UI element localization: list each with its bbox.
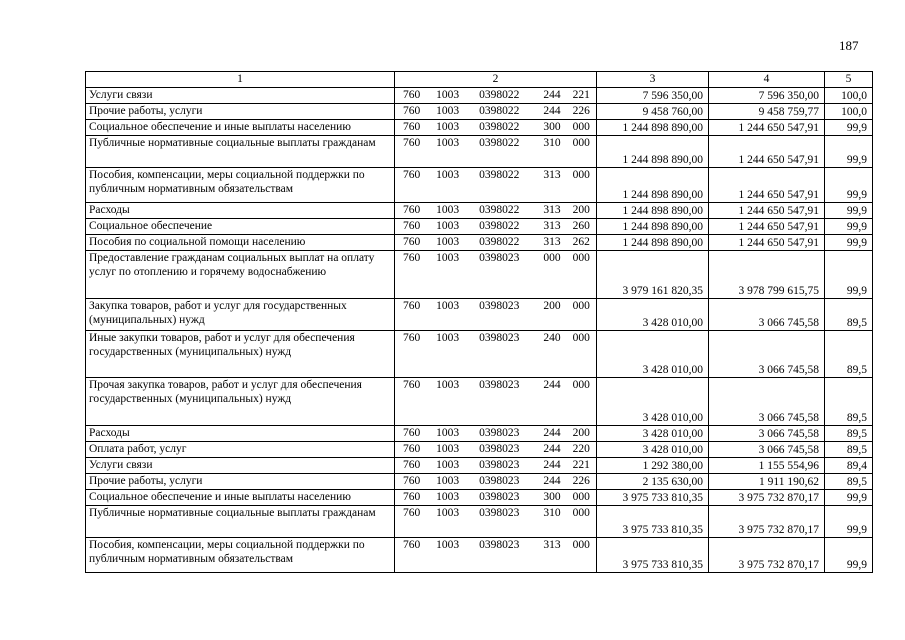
code-target: 0398023 xyxy=(479,300,520,312)
code-kosgu: 226 xyxy=(572,475,590,487)
code-ministry: 760 xyxy=(403,507,421,519)
code-kosgu: 000 xyxy=(572,379,590,391)
row-percent: 99,9 xyxy=(825,120,873,136)
row-executed: 3 978 799 615,75 xyxy=(709,251,825,299)
code-ministry: 760 xyxy=(403,379,421,391)
row-percent: 89,5 xyxy=(825,426,873,442)
row-planned: 1 244 898 890,00 xyxy=(597,120,709,136)
row-percent: 100,0 xyxy=(825,88,873,104)
code-section: 1003 xyxy=(436,443,460,455)
table-row xyxy=(86,299,873,331)
row-percent: 99,9 xyxy=(825,490,873,506)
row-codes xyxy=(395,168,597,203)
code-kosgu: 260 xyxy=(572,220,590,232)
code-section: 1003 xyxy=(436,252,460,264)
row-name: Пособия по социальной помощи населению xyxy=(86,235,395,251)
row-planned: 3 975 733 810,35 xyxy=(597,538,709,573)
row-executed: 1 244 650 547,91 xyxy=(709,136,825,168)
row-percent: 89,5 xyxy=(825,299,873,331)
code-target: 0398023 xyxy=(479,491,520,503)
table-row xyxy=(86,490,873,506)
row-name: Услуги связи xyxy=(86,88,395,104)
code-kosgu: 000 xyxy=(572,137,590,149)
code-section: 1003 xyxy=(436,539,460,551)
row-executed: 3 066 745,58 xyxy=(709,299,825,331)
row-name: Прочие работы, услуги xyxy=(86,104,395,120)
row-name: Социальное обеспечение xyxy=(86,219,395,235)
row-codes xyxy=(395,378,597,426)
row-executed: 3 066 745,58 xyxy=(709,442,825,458)
row-name: Социальное обеспечение и иные выплаты населению xyxy=(86,120,395,136)
code-expense-type: 240 xyxy=(543,332,561,344)
code-section: 1003 xyxy=(436,491,460,503)
code-target: 0398023 xyxy=(479,252,520,264)
code-expense-type: 300 xyxy=(543,491,561,503)
code-expense-type: 244 xyxy=(543,443,561,455)
code-kosgu: 000 xyxy=(572,300,590,312)
table-row xyxy=(86,136,873,168)
code-ministry: 760 xyxy=(403,169,421,181)
row-executed: 1 155 554,96 xyxy=(709,458,825,474)
row-codes xyxy=(395,299,597,331)
row-planned: 3 428 010,00 xyxy=(597,378,709,426)
code-kosgu: 200 xyxy=(572,204,590,216)
header-col-1: 1 xyxy=(86,72,395,88)
row-name: Социальное обеспечение и иные выплаты населению xyxy=(86,490,395,506)
row-percent: 99,9 xyxy=(825,538,873,573)
row-percent: 89,5 xyxy=(825,474,873,490)
code-kosgu: 000 xyxy=(572,169,590,181)
row-name: Расходы xyxy=(86,203,395,219)
row-executed: 3 066 745,58 xyxy=(709,426,825,442)
row-codes xyxy=(395,490,597,506)
row-codes xyxy=(395,426,597,442)
code-section: 1003 xyxy=(436,300,460,312)
row-percent: 99,9 xyxy=(825,168,873,203)
row-percent: 89,5 xyxy=(825,442,873,458)
row-planned: 3 979 161 820,35 xyxy=(597,251,709,299)
code-expense-type: 313 xyxy=(543,236,561,248)
code-kosgu: 226 xyxy=(572,105,590,117)
code-kosgu: 262 xyxy=(572,236,590,248)
code-kosgu: 221 xyxy=(572,459,590,471)
code-expense-type: 310 xyxy=(543,507,561,519)
header-col-2: 2 xyxy=(395,72,597,88)
row-executed: 1 244 650 547,91 xyxy=(709,235,825,251)
row-executed: 1 244 650 547,91 xyxy=(709,219,825,235)
row-percent: 99,9 xyxy=(825,136,873,168)
row-name: Иные закупки товаров, работ и услуг для обеспечения государственных (муниципальных) нужд xyxy=(86,331,395,378)
table-row xyxy=(86,104,873,120)
row-name: Предоставление гражданам социальных выплат на оплату услуг по отоплению и горячему водоснабжению xyxy=(86,251,395,299)
code-expense-type: 313 xyxy=(543,539,561,551)
code-expense-type: 310 xyxy=(543,137,561,149)
table-row xyxy=(86,203,873,219)
code-target: 0398023 xyxy=(479,427,520,439)
row-codes xyxy=(395,506,597,538)
code-kosgu: 221 xyxy=(572,89,590,101)
row-codes xyxy=(395,235,597,251)
code-ministry: 760 xyxy=(403,137,421,149)
row-codes xyxy=(395,136,597,168)
code-ministry: 760 xyxy=(403,121,421,133)
row-executed: 3 975 732 870,17 xyxy=(709,538,825,573)
code-expense-type: 244 xyxy=(543,379,561,391)
code-kosgu: 000 xyxy=(572,121,590,133)
code-kosgu: 000 xyxy=(572,332,590,344)
code-section: 1003 xyxy=(436,507,460,519)
code-kosgu: 200 xyxy=(572,427,590,439)
code-target: 0398022 xyxy=(479,89,520,101)
header-col-3: 3 xyxy=(597,72,709,88)
code-expense-type: 244 xyxy=(543,105,561,117)
header-col-4: 4 xyxy=(709,72,825,88)
row-name: Закупка товаров, работ и услуг для государственных (муниципальных) нужд xyxy=(86,299,395,331)
row-percent: 100,0 xyxy=(825,104,873,120)
row-percent: 99,9 xyxy=(825,203,873,219)
row-planned: 3 428 010,00 xyxy=(597,442,709,458)
row-executed: 1 244 650 547,91 xyxy=(709,203,825,219)
code-kosgu: 000 xyxy=(572,491,590,503)
code-ministry: 760 xyxy=(403,252,421,264)
table-row xyxy=(86,474,873,490)
row-codes xyxy=(395,331,597,378)
row-planned: 7 596 350,00 xyxy=(597,88,709,104)
code-target: 0398022 xyxy=(479,236,520,248)
row-executed: 7 596 350,00 xyxy=(709,88,825,104)
row-codes xyxy=(395,104,597,120)
row-percent: 89,5 xyxy=(825,331,873,378)
code-section: 1003 xyxy=(436,236,460,248)
row-codes xyxy=(395,251,597,299)
row-executed: 3 066 745,58 xyxy=(709,331,825,378)
row-executed: 1 244 650 547,91 xyxy=(709,168,825,203)
row-codes xyxy=(395,120,597,136)
code-expense-type: 200 xyxy=(543,300,561,312)
code-section: 1003 xyxy=(436,332,460,344)
row-codes xyxy=(395,474,597,490)
code-target: 0398023 xyxy=(479,443,520,455)
code-ministry: 760 xyxy=(403,475,421,487)
row-codes xyxy=(395,219,597,235)
table-row xyxy=(86,506,873,538)
code-expense-type: 244 xyxy=(543,475,561,487)
code-section: 1003 xyxy=(436,204,460,216)
row-executed: 1 244 650 547,91 xyxy=(709,120,825,136)
code-expense-type: 300 xyxy=(543,121,561,133)
row-planned: 3 428 010,00 xyxy=(597,331,709,378)
row-name: Публичные нормативные социальные выплаты гражданам xyxy=(86,136,395,168)
code-ministry: 760 xyxy=(403,332,421,344)
code-section: 1003 xyxy=(436,137,460,149)
row-percent: 89,4 xyxy=(825,458,873,474)
code-ministry: 760 xyxy=(403,236,421,248)
code-expense-type: 244 xyxy=(543,427,561,439)
table-row xyxy=(86,251,873,299)
code-expense-type: 313 xyxy=(543,204,561,216)
row-executed: 9 458 759,77 xyxy=(709,104,825,120)
row-planned: 3 428 010,00 xyxy=(597,299,709,331)
row-planned: 3 428 010,00 xyxy=(597,426,709,442)
code-ministry: 760 xyxy=(403,443,421,455)
header-row xyxy=(86,72,873,88)
code-target: 0398023 xyxy=(479,332,520,344)
row-name: Прочая закупка товаров, работ и услуг для обеспечения государственных (муниципальных) нужд xyxy=(86,378,395,426)
code-expense-type: 244 xyxy=(543,89,561,101)
code-section: 1003 xyxy=(436,169,460,181)
code-kosgu: 220 xyxy=(572,443,590,455)
table-row xyxy=(86,120,873,136)
row-planned: 1 244 898 890,00 xyxy=(597,219,709,235)
row-codes xyxy=(395,458,597,474)
row-percent: 99,9 xyxy=(825,235,873,251)
code-target: 0398023 xyxy=(479,507,520,519)
table-row xyxy=(86,426,873,442)
code-ministry: 760 xyxy=(403,89,421,101)
code-section: 1003 xyxy=(436,105,460,117)
row-planned: 3 975 733 810,35 xyxy=(597,506,709,538)
code-target: 0398022 xyxy=(479,121,520,133)
row-codes xyxy=(395,203,597,219)
code-ministry: 760 xyxy=(403,539,421,551)
row-codes xyxy=(395,88,597,104)
row-planned: 3 975 733 810,35 xyxy=(597,490,709,506)
row-codes xyxy=(395,442,597,458)
table-row xyxy=(86,88,873,104)
code-section: 1003 xyxy=(436,379,460,391)
code-ministry: 760 xyxy=(403,105,421,117)
row-name: Прочие работы, услуги xyxy=(86,474,395,490)
row-percent: 99,9 xyxy=(825,506,873,538)
code-target: 0398023 xyxy=(479,475,520,487)
code-kosgu: 000 xyxy=(572,539,590,551)
code-ministry: 760 xyxy=(403,427,421,439)
table-body xyxy=(86,88,873,573)
table-row xyxy=(86,458,873,474)
table-row xyxy=(86,168,873,203)
code-target: 0398023 xyxy=(479,379,520,391)
row-name: Публичные нормативные социальные выплаты гражданам xyxy=(86,506,395,538)
row-percent: 89,5 xyxy=(825,378,873,426)
code-ministry: 760 xyxy=(403,300,421,312)
code-section: 1003 xyxy=(436,220,460,232)
code-ministry: 760 xyxy=(403,491,421,503)
code-target: 0398023 xyxy=(479,459,520,471)
page-number: 187 xyxy=(839,38,859,53)
code-section: 1003 xyxy=(436,89,460,101)
code-target: 0398022 xyxy=(479,137,520,149)
code-expense-type: 000 xyxy=(543,252,561,264)
row-name: Пособия, компенсации, меры социальной поддержки по публичным нормативным обязательствам xyxy=(86,168,395,203)
code-target: 0398022 xyxy=(479,169,520,181)
table-row xyxy=(86,378,873,426)
row-planned: 1 244 898 890,00 xyxy=(597,168,709,203)
table-row xyxy=(86,538,873,573)
row-executed: 3 066 745,58 xyxy=(709,378,825,426)
code-ministry: 760 xyxy=(403,204,421,216)
code-kosgu: 000 xyxy=(572,252,590,264)
row-planned: 2 135 630,00 xyxy=(597,474,709,490)
code-ministry: 760 xyxy=(403,220,421,232)
row-codes xyxy=(395,538,597,573)
row-planned: 1 244 898 890,00 xyxy=(597,203,709,219)
code-target: 0398022 xyxy=(479,220,520,232)
row-name: Оплата работ, услуг xyxy=(86,442,395,458)
row-executed: 3 975 732 870,17 xyxy=(709,506,825,538)
code-target: 0398022 xyxy=(479,204,520,216)
row-planned: 9 458 760,00 xyxy=(597,104,709,120)
row-planned: 1 244 898 890,00 xyxy=(597,136,709,168)
row-planned: 1 244 898 890,00 xyxy=(597,235,709,251)
table-row xyxy=(86,331,873,378)
row-executed: 3 975 732 870,17 xyxy=(709,490,825,506)
code-expense-type: 244 xyxy=(543,459,561,471)
row-name: Услуги связи xyxy=(86,458,395,474)
row-name: Расходы xyxy=(86,426,395,442)
row-executed: 1 911 190,62 xyxy=(709,474,825,490)
code-section: 1003 xyxy=(436,459,460,471)
code-section: 1003 xyxy=(436,475,460,487)
table-row xyxy=(86,442,873,458)
code-kosgu: 000 xyxy=(572,507,590,519)
row-planned: 1 292 380,00 xyxy=(597,458,709,474)
code-section: 1003 xyxy=(436,121,460,133)
table-row xyxy=(86,219,873,235)
row-name: Пособия, компенсации, меры социальной поддержки по публичным нормативным обязательствам xyxy=(86,538,395,573)
code-expense-type: 313 xyxy=(543,169,561,181)
table-row xyxy=(86,235,873,251)
code-ministry: 760 xyxy=(403,459,421,471)
code-expense-type: 313 xyxy=(543,220,561,232)
row-percent: 99,9 xyxy=(825,251,873,299)
row-percent: 99,9 xyxy=(825,219,873,235)
code-section: 1003 xyxy=(436,427,460,439)
budget-table xyxy=(85,71,873,573)
code-target: 0398022 xyxy=(479,105,520,117)
code-target: 0398023 xyxy=(479,539,520,551)
header-col-5: 5 xyxy=(825,72,873,88)
